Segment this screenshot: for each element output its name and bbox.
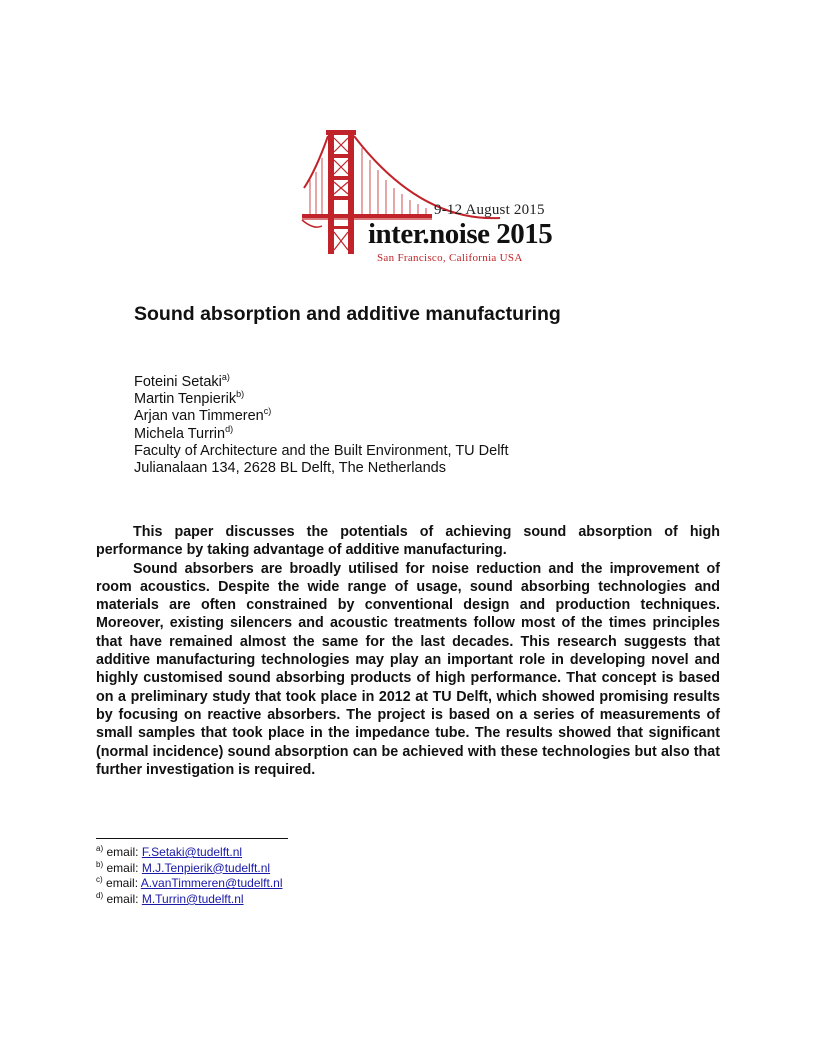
footnote-label: email:: [106, 891, 139, 906]
address: Julianalaan 134, 2628 BL Delft, The Netherlands: [134, 460, 446, 477]
abstract-paragraph: Sound absorbers are broadly utilised for noise reduction and the improvement of room acoustics. Despite the wide range of usage, sound absorbing technologies and materials are often constrained by conventional design and production techniques. Moreover, existing silencers and acoustic treatments follow most of the times principles that have remained almost the same for the last decades. This research suggests that additive manufacturing technologies may play an important role in developing novel and highly customised sound absorbing products of high performance. That concept is based on a preliminary study that took place in 2012 at TU Delft, which showed promising results by focusing on reactive absorbers. The project is based on a series of measurements of small samples that took place in the impedance tube. The results showed that significant (normal incidence) sound absorption can be achieved with these technologies but also that further investigation is required.: [96, 560, 720, 778]
author-name: Arjan van Timmeren: [134, 408, 264, 425]
affiliation: Faculty of Architecture and the Built Environment, TU Delft: [134, 442, 509, 459]
author-block: [134, 374, 509, 477]
author-mark: d): [225, 423, 234, 434]
footnote: [96, 861, 283, 877]
email-link[interactable]: M.J.Tenpierik@tudelft.nl: [141, 860, 271, 875]
author-name: Michela Turrin: [134, 425, 226, 442]
footnote: [96, 876, 283, 892]
footnotes: [96, 845, 283, 907]
footnote-mark: d): [96, 890, 104, 900]
paper-title: Sound absorption and additive manufacturing: [134, 303, 561, 325]
footnote-label: email:: [106, 876, 139, 891]
footnote-divider: [96, 838, 288, 839]
email-link[interactable]: F.Setaki@tudelft.nl: [141, 845, 243, 859]
author-mark: b): [236, 389, 245, 400]
author-line: [134, 408, 509, 425]
conference-location: San Francisco, California USA: [377, 252, 523, 264]
footnote-label: email:: [106, 845, 139, 859]
conference-dates: 9-12 August 2015: [434, 202, 545, 218]
footnote: [96, 845, 283, 861]
author-mark: a): [221, 372, 230, 383]
footnote: [96, 892, 283, 908]
author-name: Martin Tenpierik: [134, 391, 237, 408]
footnote-mark: b): [96, 859, 104, 869]
footnote-mark: a): [96, 844, 104, 853]
author-line: [134, 423, 509, 443]
author-mark: c): [263, 406, 272, 417]
footnote-label: email:: [106, 860, 139, 875]
abstract-paragraph: This paper discusses the potentials of achieving sound absorption of high performance by taking advantage of additive manufacturing.: [96, 524, 720, 559]
author-name: Foteini Setaki: [134, 374, 222, 390]
conference-name: inter.noise 2015: [368, 218, 553, 250]
abstract: [96, 523, 720, 779]
footnote-mark: c): [96, 875, 103, 885]
email-link[interactable]: M.Turrin@tudelft.nl: [141, 891, 244, 906]
author-line: [134, 391, 509, 408]
email-link[interactable]: A.vanTimmeren@tudelft.nl: [140, 876, 283, 891]
author-line: [134, 374, 509, 391]
conference-logo: [300, 130, 580, 270]
